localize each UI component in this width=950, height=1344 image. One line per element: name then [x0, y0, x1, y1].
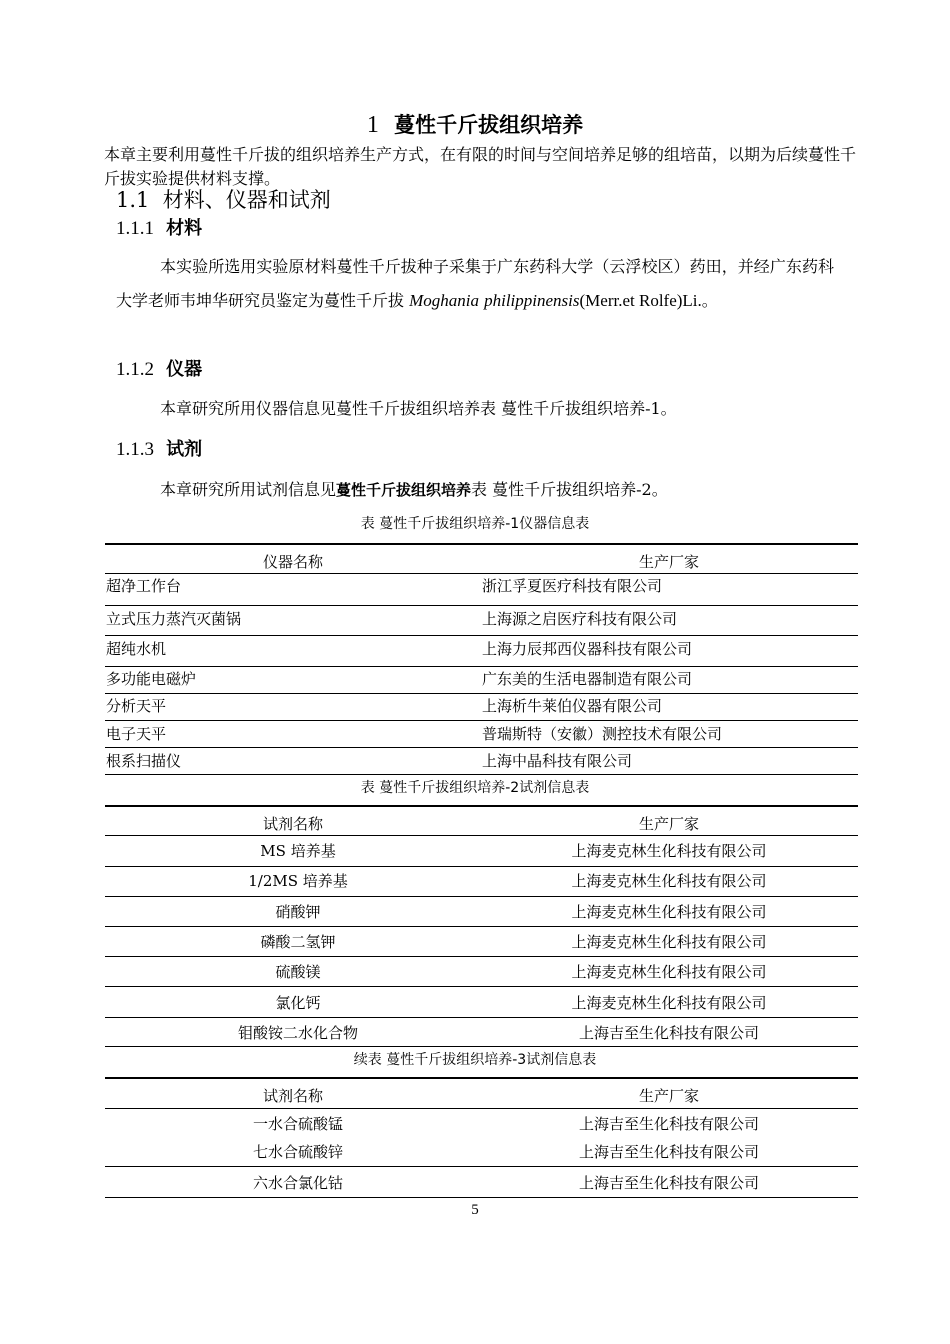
materials-text: 本实验所选用实验原材料蔓性千斤拔种子采集于广东药科大学（云浮校区）药田，并经广东药科大学老师韦坤华研究员鉴定为蔓性千斤拔 [116, 257, 834, 310]
table3-row-rule [105, 1166, 858, 1167]
table3-caption: 续表 蔓性千斤拔组织培养-3试剂信息表 [353, 1052, 597, 1068]
table1-cell: 广东美的生活电器制造有限公司 [482, 670, 693, 688]
latin-genus: Moghania [409, 291, 479, 310]
latin-species: philippinensis [484, 291, 580, 310]
latin-author: (Merr.et Rolfe)Li. [579, 291, 702, 310]
section-title: 材料 [166, 218, 203, 239]
section-number: 1.1.1 [116, 218, 154, 239]
table2-row-rule [105, 1017, 858, 1018]
section-1-1-3-heading [116, 435, 202, 464]
intro-paragraph: 本章主要利用蔓性千斤拔的组织培养生产方式，在有限的时间与空间培养足够的组培苗，以期为后续蔓性千斤拔实验提供材料支撑。 [104, 145, 857, 188]
table2-row-rule [105, 866, 858, 867]
section-number: 1.1.3 [116, 439, 154, 460]
table3-header-reagent: 试剂名称 [262, 1087, 323, 1105]
section-1-1-1-heading [116, 214, 202, 243]
table2-bottom-rule [105, 1046, 858, 1047]
section-number: 1.1 [116, 188, 150, 212]
table1-row-rule [105, 635, 858, 636]
table1-cell: 上海中晶科技有限公司 [482, 752, 633, 770]
table3-header-maker: 生产厂家 [638, 1087, 699, 1105]
table2-header-maker: 生产厂家 [638, 815, 699, 833]
reagents-text-after: 表 蔓性千斤拔组织培养-2。 [471, 480, 668, 499]
table1-top-rule [105, 543, 858, 545]
table2-header-rule [105, 835, 858, 836]
table1-row-rule [105, 693, 858, 694]
table2-caption: 表 蔓性千斤拔组织培养-2试剂信息表 [360, 780, 590, 796]
table1-row-rule [105, 605, 858, 606]
table2-cell: 硫酸镁 [275, 963, 321, 981]
table1-cell: 浙江孚夏医疗科技有限公司 [482, 577, 663, 595]
table2-cell: 氯化钙 [275, 994, 321, 1012]
table3-cell: 七水合硫酸锌 [252, 1143, 343, 1161]
page-number: 5 [471, 1202, 479, 1218]
table2-cell: 上海麦克林生化科技有限公司 [571, 963, 767, 981]
section-1-1-2-heading [116, 355, 202, 384]
table1-cell: 多功能电磁炉 [106, 670, 197, 688]
table2-cell: MS 培养基 [260, 842, 336, 860]
instruments-text: 本章研究所用仪器信息见蔓性千斤拔组织培养表 蔓性千斤拔组织培养-1。 [160, 399, 677, 418]
reagents-text-before: 本章研究所用试剂信息见 [160, 480, 337, 499]
table2-cell: 上海麦克林生化科技有限公司 [571, 994, 767, 1012]
table3-header-rule [105, 1108, 858, 1109]
table1-cell: 根系扫描仪 [106, 752, 182, 770]
table1-row-rule [105, 666, 858, 667]
section-title: 试剂 [166, 439, 203, 460]
table1-row-rule [105, 747, 858, 748]
table1-cell: 超纯水机 [106, 640, 167, 658]
table1-cell: 电子天平 [106, 725, 167, 743]
table2-cell: 硝酸钾 [275, 903, 321, 921]
section-title: 仪器 [166, 359, 203, 380]
chapter-number: 1 [366, 112, 379, 138]
table2-cell: 磷酸二氢钾 [260, 933, 336, 951]
table2-row-rule [105, 986, 858, 987]
table2-cell: 1/2MS 培养基 [248, 872, 348, 890]
table2-header-reagent: 试剂名称 [262, 815, 323, 833]
table1-cell: 立式压力蒸汽灭菌锅 [106, 610, 242, 628]
table3-cell: 一水合硫酸锰 [252, 1115, 343, 1133]
table1-header-instrument: 仪器名称 [262, 553, 323, 571]
reagents-text-bold: 蔓性千斤拔组织培养 [336, 481, 472, 499]
table2-cell: 上海麦克林生化科技有限公司 [571, 842, 767, 860]
table3-cell: 上海吉至生化科技有限公司 [578, 1174, 759, 1192]
table2-row-rule [105, 926, 858, 927]
table1-cell: 上海析牛莱伯仪器有限公司 [482, 697, 663, 715]
table2-cell: 上海麦克林生化科技有限公司 [571, 933, 767, 951]
section-1-1-heading [116, 186, 331, 214]
materials-paragraph [116, 250, 834, 318]
table2-cell: 上海麦克林生化科技有限公司 [571, 872, 767, 890]
table1-cell: 普瑞斯特（安徽）测控技术有限公司 [482, 725, 723, 743]
table1-row-rule [105, 720, 858, 721]
table1-bottom-rule [105, 774, 858, 775]
section-title: 材料、仪器和试剂 [162, 188, 331, 212]
instruments-paragraph [116, 392, 834, 426]
table3-cell: 上海吉至生化科技有限公司 [578, 1115, 759, 1133]
chapter-title: 蔓性千斤拔组织培养 [394, 113, 584, 137]
table1-cell: 上海力辰邦西仪器科技有限公司 [482, 640, 693, 658]
table3-bottom-rule [105, 1197, 858, 1198]
table3-top-rule [105, 1077, 858, 1079]
chapter-heading [0, 108, 950, 141]
table1-cell: 分析天平 [106, 697, 167, 715]
table3-cell: 六水合氯化钴 [252, 1174, 343, 1192]
table2-cell: 钼酸铵二水化合物 [237, 1024, 358, 1042]
table3-cell: 上海吉至生化科技有限公司 [578, 1143, 759, 1161]
table1-cell: 超净工作台 [106, 577, 182, 595]
table2-row-rule [105, 956, 858, 957]
table2-row-rule [105, 896, 858, 897]
reagents-paragraph [116, 473, 834, 507]
table1-cell: 上海源之启医疗科技有限公司 [482, 610, 678, 628]
table1-header-maker: 生产厂家 [638, 553, 699, 571]
table2-top-rule [105, 805, 858, 807]
table1-caption: 表 蔓性千斤拔组织培养-1仪器信息表 [360, 516, 590, 532]
table2-cell: 上海麦克林生化科技有限公司 [571, 903, 767, 921]
table1-header-rule [105, 573, 858, 574]
section-number: 1.1.2 [116, 359, 154, 380]
materials-end: 。 [701, 291, 718, 310]
table2-cell: 上海吉至生化科技有限公司 [578, 1024, 759, 1042]
